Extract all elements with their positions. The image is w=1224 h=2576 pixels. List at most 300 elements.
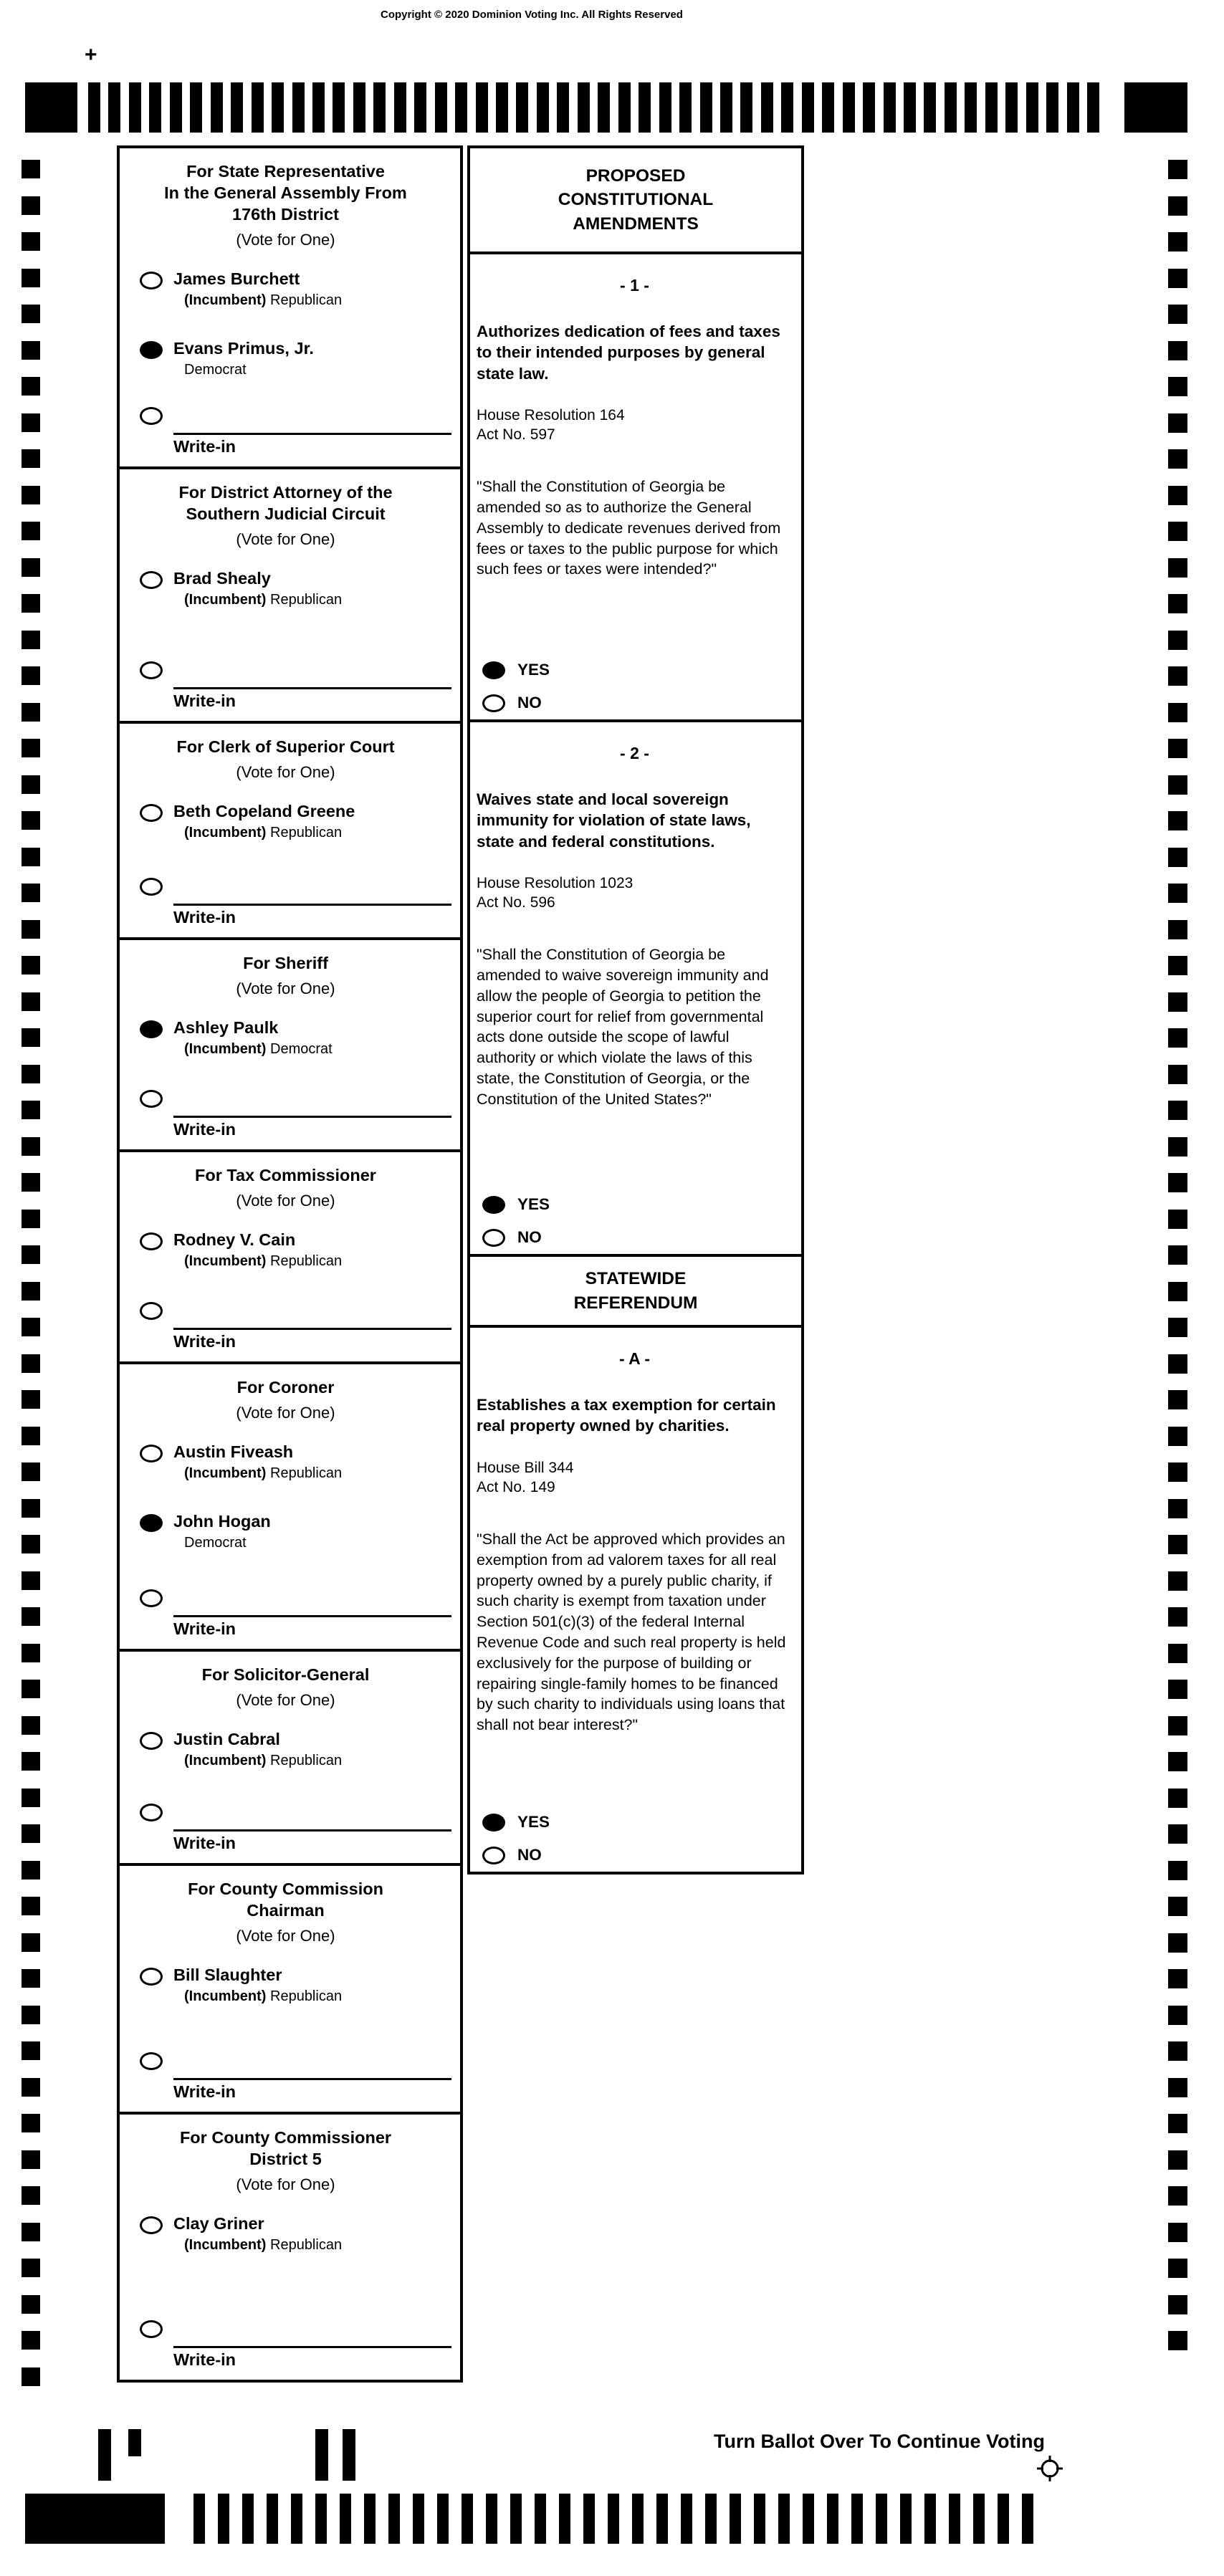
authority-line: House Resolution 1023 [477, 874, 633, 891]
timing-mark-left [21, 2367, 40, 2386]
timing-mark-left [21, 1933, 40, 1952]
incumbent-label: (Incumbent) [184, 292, 267, 308]
timing-mark-right [1168, 666, 1187, 686]
timing-mark-left [21, 811, 40, 830]
timing-mark-right [1168, 1462, 1187, 1482]
contest-title-line: For Sheriff [243, 954, 328, 972]
timing-mark-left [21, 1789, 40, 1807]
contest-title-line: District 5 [249, 2149, 322, 2168]
timing-block-top-left [25, 82, 77, 133]
timing-mark-left [21, 1716, 40, 1735]
contest-instruction: (Vote for One) [236, 230, 335, 249]
timing-mark [973, 2494, 985, 2544]
timing-mark-right [1168, 1680, 1187, 1699]
timing-mark [486, 2494, 497, 2544]
candidate-oval[interactable] [140, 341, 163, 359]
candidate-list [120, 1018, 451, 1058]
timing-mark [211, 82, 223, 133]
write-in-area [173, 687, 451, 715]
timing-mark-right [1168, 1789, 1187, 1808]
timing-mark-right [1168, 956, 1187, 975]
timing-mark-left [21, 666, 40, 685]
timing-mark-right [1168, 1499, 1187, 1518]
contest-title-line: Southern Judicial Circuit [186, 504, 386, 523]
timing-mark [843, 82, 855, 133]
candidate-list [120, 2214, 451, 2254]
candidate-party [173, 292, 342, 309]
candidate-row [140, 269, 451, 309]
timing-block-bottom-left [25, 2494, 165, 2544]
timing-mark [1026, 82, 1038, 133]
timing-mark-left [21, 160, 40, 178]
timing-mark-left [21, 2078, 40, 2097]
timing-mark [705, 2494, 717, 2544]
write-in-area [173, 1615, 451, 1643]
timing-mark [781, 82, 793, 133]
timing-mark [437, 2494, 449, 2544]
contest-title [120, 953, 451, 975]
contest-box-2 [117, 466, 463, 724]
measure-section-header [467, 1254, 804, 1328]
candidate-list [120, 1442, 451, 1551]
contest-title-line: For Tax Commissioner [195, 1166, 376, 1184]
timing-mark [876, 2494, 887, 2544]
yes-label: YES [517, 1195, 550, 1213]
timing-mark [252, 82, 264, 133]
timing-mark [108, 82, 120, 133]
timing-mark [608, 2494, 619, 2544]
write-in-oval[interactable] [140, 2052, 163, 2070]
timing-mark-right [1168, 305, 1187, 324]
candidate-row [140, 339, 451, 378]
timing-mark-right [1168, 269, 1187, 288]
yes-oval[interactable] [482, 1814, 505, 1832]
write-in-row [120, 878, 451, 932]
write-in-area [173, 1829, 451, 1857]
party-name: Republican [270, 1465, 343, 1481]
write-in-area [173, 1116, 451, 1144]
timing-mark [218, 2494, 229, 2544]
timing-mark-right [1168, 1644, 1187, 1663]
timing-mark-left [21, 1427, 40, 1445]
timing-mark-left [21, 2150, 40, 2169]
timing-mark-right [1168, 341, 1187, 360]
timing-mark-left [21, 1897, 40, 1915]
candidate-list [120, 269, 451, 378]
ballot-code-mark [98, 2429, 111, 2481]
candidate-oval[interactable] [140, 571, 163, 589]
timing-mark-left [21, 1571, 40, 1590]
no-row [482, 1228, 793, 1247]
candidate-info [173, 339, 314, 378]
party-name: Democrat [184, 1534, 247, 1551]
candidate-oval[interactable] [140, 1445, 163, 1462]
contest-box-4 [117, 937, 463, 1152]
candidate-row [140, 1018, 451, 1058]
measure-authority [477, 406, 793, 445]
timing-mark-left [21, 1354, 40, 1373]
candidate-name: Austin Fiveash [173, 1442, 294, 1461]
timing-mark-left [21, 631, 40, 649]
timing-mark [730, 2494, 741, 2544]
timing-mark [900, 2494, 912, 2544]
candidate-list [120, 1965, 451, 2005]
timing-mark [851, 2494, 863, 2544]
timing-mark [510, 2494, 522, 2544]
candidate-row [140, 1965, 451, 2005]
timing-mark-left [21, 449, 40, 468]
write-in-oval[interactable] [140, 1302, 163, 1320]
timing-mark-left [21, 1282, 40, 1301]
timing-mark-left [21, 305, 40, 323]
candidate-oval[interactable] [140, 1020, 163, 1038]
candidate-party [173, 362, 314, 378]
candidate-list [120, 569, 451, 608]
timing-mark-left [21, 1210, 40, 1228]
contest-title [120, 1377, 451, 1399]
write-in-row [120, 407, 451, 461]
timing-mark [364, 2494, 376, 2544]
timing-mark [373, 82, 386, 133]
candidate-oval[interactable] [140, 1968, 163, 1986]
incumbent-label: (Incumbent) [184, 1040, 267, 1057]
timing-mark-right [1168, 2078, 1187, 2097]
no-oval[interactable] [482, 694, 505, 712]
incumbent-label: (Incumbent) [184, 591, 267, 608]
contest-box-6 [117, 1361, 463, 1652]
timing-mark-right [1168, 1861, 1187, 1880]
timing-mark [583, 2494, 595, 2544]
measure-number: - A - [618, 1349, 650, 1368]
timing-mark-right [1168, 1173, 1187, 1192]
timing-mark-left [21, 1644, 40, 1662]
section-header-line: REFERENDUM [573, 1293, 698, 1313]
candidate-oval[interactable] [140, 1732, 163, 1750]
candidate-info [173, 2214, 342, 2254]
timing-mark [578, 82, 590, 133]
timing-mark [535, 2494, 546, 2544]
measure-summary: Authorizes dedication of fees and taxes to their intended purposes by general state law. [477, 322, 780, 383]
timing-mark-left [21, 2006, 40, 2024]
yes-oval[interactable] [482, 1196, 505, 1214]
timing-mark [778, 2494, 790, 2544]
candidate-list [120, 1730, 451, 1769]
candidate-info [173, 1965, 342, 2005]
timing-mark-right [1168, 1824, 1187, 1844]
candidate-party [173, 1753, 342, 1769]
candidate-info [173, 1442, 342, 1482]
timing-mark-left [21, 2041, 40, 2060]
candidate-name: Justin Cabral [173, 1729, 280, 1748]
candidate-row [140, 1730, 451, 1769]
timing-mark-left [21, 703, 40, 722]
no-oval[interactable] [482, 1229, 505, 1247]
timing-mark-left [21, 1462, 40, 1481]
timing-mark [455, 82, 467, 133]
yes-row [482, 1195, 793, 1214]
timing-mark [149, 82, 161, 133]
write-in-label: Write-in [173, 1120, 236, 1139]
timing-mark [639, 82, 651, 133]
write-in-label: Write-in [173, 1834, 236, 1852]
timing-mark-right [1168, 848, 1187, 867]
contest-box-8 [117, 1863, 463, 2115]
timing-mark-left [21, 196, 40, 215]
contest-instruction: (Vote for One) [236, 762, 335, 781]
write-in-row [120, 2320, 451, 2374]
timing-mark-right [1168, 2114, 1187, 2133]
no-label: NO [517, 694, 542, 712]
timing-mark-left [21, 377, 40, 396]
write-in-oval[interactable] [140, 1589, 163, 1607]
candidate-oval[interactable] [140, 1232, 163, 1250]
timing-mark-right [1168, 1752, 1187, 1771]
candidate-row [140, 1442, 451, 1482]
candidate-party [173, 2237, 342, 2254]
timing-mark [618, 82, 631, 133]
timing-mark [516, 82, 528, 133]
timing-mark-left [21, 1065, 40, 1083]
timing-mark-right [1168, 1282, 1187, 1301]
measure-box [467, 252, 804, 722]
candidate-info [173, 269, 342, 309]
write-in-row [120, 1589, 451, 1643]
section-header-line: AMENDMENTS [573, 214, 699, 234]
timing-mark-right [1168, 2259, 1187, 2278]
timing-mark-right [1168, 884, 1187, 903]
timing-mark-right [1168, 1101, 1187, 1120]
timing-mark [231, 82, 243, 133]
write-in-row [120, 661, 451, 715]
candidate-list [120, 1230, 451, 1270]
candidate-row [140, 2214, 451, 2254]
candidate-oval[interactable] [140, 1514, 163, 1532]
candidate-name: Brad Shealy [173, 568, 271, 588]
timing-mark [822, 82, 834, 133]
contest-title-line: 176th District [232, 204, 339, 224]
candidate-row [140, 802, 451, 841]
party-name: Republican [270, 824, 343, 841]
timing-mark [242, 2494, 254, 2544]
write-in-oval[interactable] [140, 1090, 163, 1108]
write-in-oval[interactable] [140, 407, 163, 425]
write-in-row [120, 2052, 451, 2106]
timing-mark [193, 2494, 205, 2544]
timing-mark-left [21, 558, 40, 577]
candidate-name: John Hogan [173, 1511, 271, 1531]
timing-mark-left [21, 2186, 40, 2205]
incumbent-label: (Incumbent) [184, 1253, 267, 1269]
measures-column [467, 148, 804, 1874]
write-in-oval[interactable] [140, 2320, 163, 2338]
timing-mark [496, 82, 508, 133]
candidate-info [173, 1730, 342, 1769]
timing-mark-right [1168, 2041, 1187, 2061]
write-in-row [120, 1090, 451, 1144]
timing-mark-right [1168, 2223, 1187, 2242]
timing-mark-left [21, 2331, 40, 2350]
write-in-oval[interactable] [140, 661, 163, 679]
timing-mark [462, 2494, 473, 2544]
measure-number: - 2 - [620, 744, 649, 762]
timing-mark [559, 2494, 570, 2544]
measure-authority [477, 1458, 793, 1498]
contest-box-7 [117, 1649, 463, 1866]
timing-mark [394, 82, 406, 133]
contest-title-line: For County Commission [188, 1880, 383, 1898]
timing-mark [681, 2494, 692, 2544]
timing-mark-left [21, 848, 40, 866]
timing-mark-right [1168, 196, 1187, 216]
timing-mark-left [21, 884, 40, 902]
timing-mark-right [1168, 1065, 1187, 1084]
timing-mark [632, 2494, 644, 2544]
yes-oval[interactable] [482, 661, 505, 679]
timing-mark [291, 2494, 302, 2544]
timing-mark [312, 82, 325, 133]
measure-section-header [467, 145, 804, 254]
candidate-info [173, 1512, 271, 1551]
timing-mark [272, 82, 284, 133]
timing-mark [884, 82, 896, 133]
no-oval[interactable] [482, 1847, 505, 1864]
measure-box [467, 1325, 804, 1874]
measure-summary: Waives state and local sovereign immunity for violation of state laws, state and federal constitutions. [477, 790, 751, 851]
registration-plus-mark: + [85, 43, 97, 67]
measure-question: "Shall the Constitution of Georgia be amended to waive sovereign immunity and allow the people of Georgia to petition the superior court for relief from governmental acts done outside the scope of lawful authority or which violate the laws of this state, the Constitution of Georgia, or the Constitution of the United States?" [477, 946, 769, 1108]
contest-title-line: For Coroner [236, 1378, 335, 1397]
timing-mark [340, 2494, 351, 2544]
contest-title [120, 1879, 451, 1922]
incumbent-label: (Incumbent) [184, 1465, 267, 1481]
timing-mark-left [21, 2223, 40, 2241]
incumbent-label: (Incumbent) [184, 2236, 267, 2253]
candidate-name: James Burchett [173, 269, 300, 288]
timing-mark [945, 82, 957, 133]
candidate-oval[interactable] [140, 272, 163, 289]
timing-mark [656, 2494, 668, 2544]
yes-row [482, 661, 793, 679]
contest-box-3 [117, 721, 463, 940]
party-name: Republican [270, 1752, 343, 1768]
no-row [482, 694, 793, 712]
timing-mark [1087, 82, 1099, 133]
turn-ballot-over-text: Turn Ballot Over To Continue Voting [714, 2431, 1045, 2452]
timing-mark-right [1168, 2006, 1187, 2025]
write-in-label: Write-in [173, 1332, 236, 1351]
timing-mark-right [1168, 160, 1187, 179]
candidate-info [173, 1230, 342, 1270]
timing-mark [761, 82, 773, 133]
authority-line: House Resolution 164 [477, 406, 625, 423]
timing-mark [414, 82, 426, 133]
timing-mark [659, 82, 671, 133]
timing-mark-right [1168, 594, 1187, 613]
authority-line: Act No. 596 [477, 894, 555, 911]
write-in-label: Write-in [173, 2082, 236, 2101]
timing-mark-left [21, 920, 40, 939]
timing-mark [998, 2494, 1009, 2544]
contest-box-9 [117, 2112, 463, 2383]
timing-mark [949, 2494, 960, 2544]
contest-title-line: Chairman [247, 1900, 325, 1920]
no-label: NO [517, 1228, 542, 1246]
timing-mark-left [21, 232, 40, 251]
timing-mark-right [1168, 992, 1187, 1012]
contest-title-line: For County Commissioner [179, 2128, 392, 2147]
write-in-area [173, 433, 451, 461]
timing-mark-left [21, 1680, 40, 1698]
yes-no-group [477, 1813, 793, 1864]
timing-mark-right [1168, 2186, 1187, 2206]
candidate-party [173, 1535, 271, 1551]
timing-mark [803, 2494, 814, 2544]
yes-row [482, 1813, 793, 1832]
timing-mark-right [1168, 920, 1187, 939]
candidate-name: Beth Copeland Greene [173, 801, 355, 820]
write-in-label: Write-in [173, 2350, 236, 2369]
timing-mark [1022, 2494, 1033, 2544]
timing-mark [557, 82, 569, 133]
candidate-name: Ashley Paulk [173, 1018, 279, 1037]
timing-mark-right [1168, 1933, 1187, 1953]
candidate-oval[interactable] [140, 804, 163, 822]
contest-title [120, 737, 451, 758]
timing-mark-left [21, 2295, 40, 2314]
contest-instruction: (Vote for One) [236, 1403, 335, 1422]
timing-mark [537, 82, 549, 133]
authority-line: House Bill 344 [477, 1459, 574, 1476]
timing-mark-left [21, 1245, 40, 1264]
timing-mark-right [1168, 811, 1187, 830]
timing-mark [190, 82, 202, 133]
timing-mark-right [1168, 522, 1187, 541]
candidate-oval[interactable] [140, 2216, 163, 2234]
measure-summary: Establishes a tax exemption for certain real property owned by charities. [477, 1396, 776, 1435]
ballot-code-mark [343, 2429, 355, 2481]
timing-mark-right [1168, 1535, 1187, 1554]
timing-mark-left [21, 413, 40, 432]
timing-mark-right [1168, 1354, 1187, 1374]
timing-mark-right [1168, 703, 1187, 722]
timing-mark [476, 82, 488, 133]
timing-mark [88, 82, 100, 133]
measure-question: "Shall the Constitution of Georgia be amended so as to authorize the General Assembly to dedicate revenues derived from fees or taxes to the public purpose for which such fees or taxes were intended?" [477, 478, 781, 578]
write-in-label: Write-in [173, 1619, 236, 1638]
write-in-oval[interactable] [140, 878, 163, 896]
contest-box-5 [117, 1149, 463, 1364]
timing-mark-left [21, 486, 40, 504]
timing-mark [720, 82, 732, 133]
timing-mark-right [1168, 1245, 1187, 1265]
write-in-row [120, 1302, 451, 1356]
contest-title-line: For Solicitor-General [201, 1665, 370, 1684]
contests-column [117, 148, 463, 2383]
candidate-list [120, 802, 451, 841]
contest-instruction: (Vote for One) [236, 530, 335, 548]
timing-mark-right [1168, 2295, 1187, 2314]
timing-mark-left [21, 956, 40, 975]
timing-mark-left [21, 1101, 40, 1119]
candidate-party [173, 1988, 342, 2005]
timing-mark-right [1168, 232, 1187, 252]
contest-title [120, 482, 451, 525]
candidate-name: Rodney V. Cain [173, 1230, 296, 1249]
candidate-row [140, 1230, 451, 1270]
incumbent-label: (Incumbent) [184, 824, 267, 841]
candidate-name: Clay Griner [173, 2213, 264, 2233]
write-in-oval[interactable] [140, 1804, 163, 1821]
